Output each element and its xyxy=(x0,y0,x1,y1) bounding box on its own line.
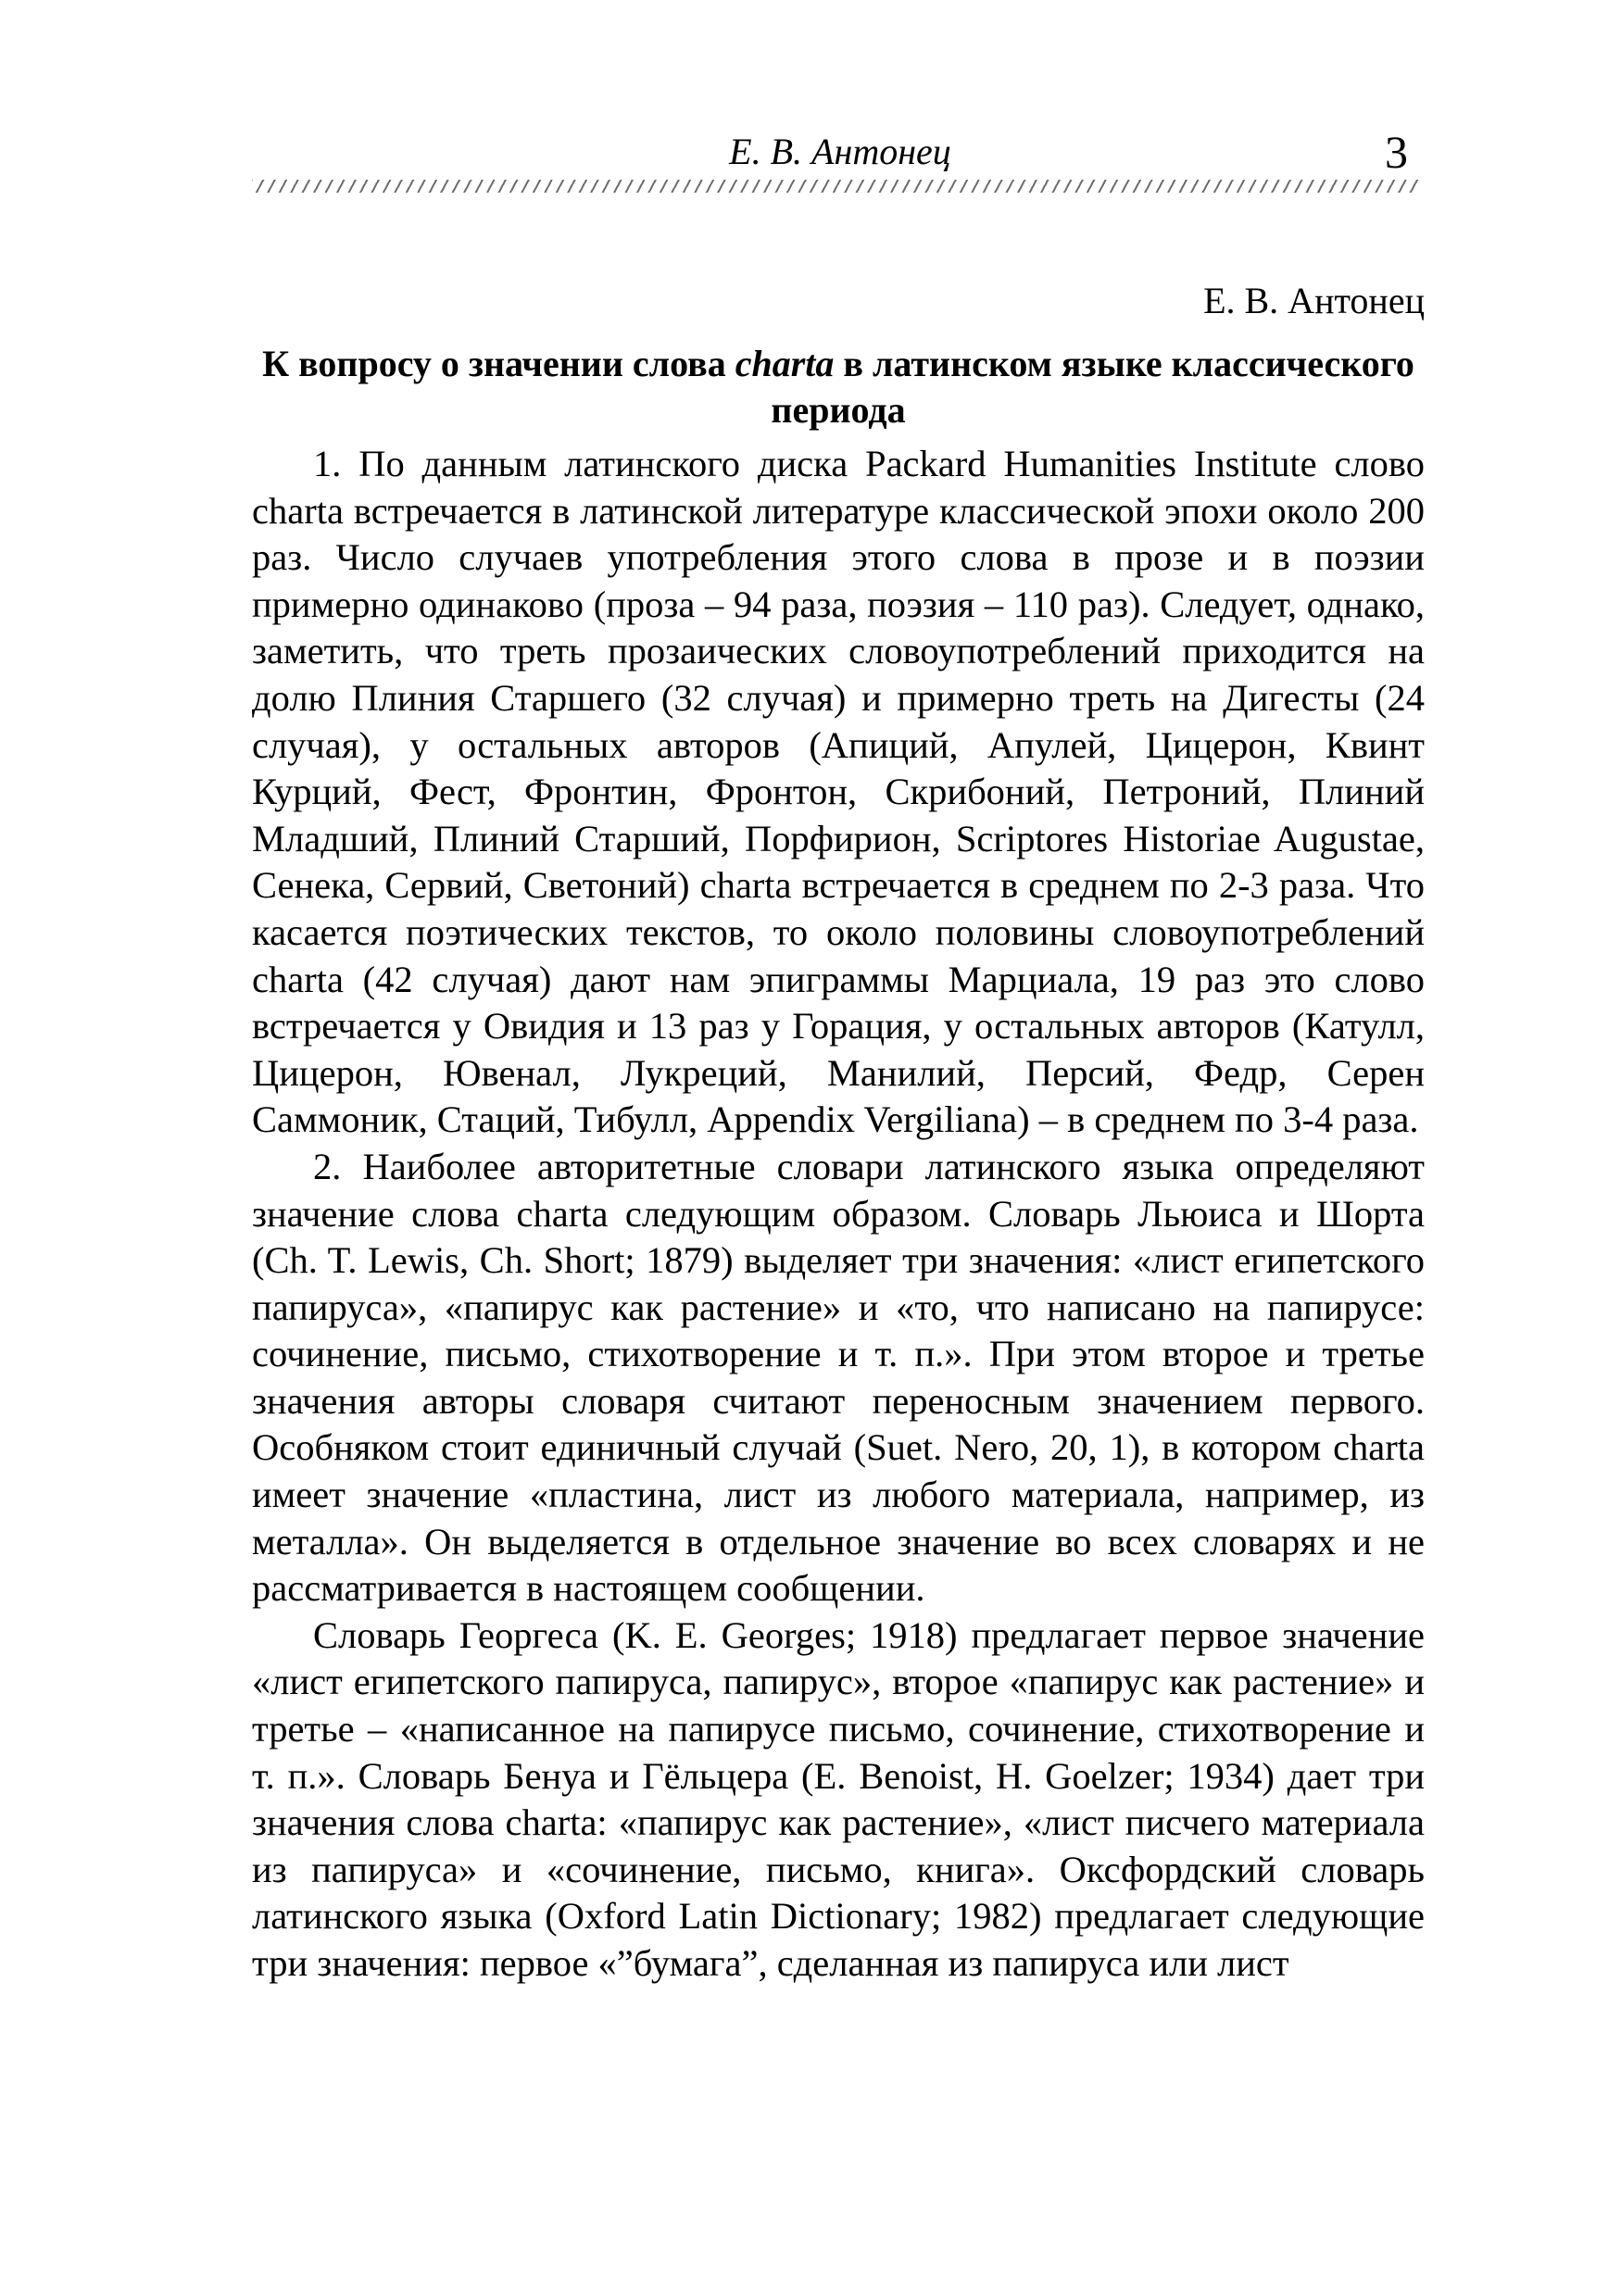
paragraph-3: Словарь Георгеса (K. E. Georges; 1918) предлагает первое значение «лист египетского папируса, папирус», второе «папирус как растение» и третье – «написанное на папирусе письмо, сочинение, стихотворение и т. п.». Словарь Бенуа и Гёльцера (E. Benoist, H. Goelzer; 1934) дает три значения слова charta: «папирус как растение», «лист писчего материала из папируса» и «сочинение, письмо, книга». Оксфордский словарь латинского языка (Oxford Latin Dictionary; 1982) предлагает следующие три значения: первое «”бумага”, сделанная из папируса или лист xyxy=(252,1613,1425,1984)
author-name: Е. В. Антонец xyxy=(1203,280,1425,321)
title-latin-term: charta xyxy=(735,343,835,384)
running-head: Е. В. Антонец xyxy=(729,131,951,172)
paragraph-1: 1. По данным латинского диска Packard Humanities Institute слово charta встречается в латинской литературе классической эпохи около 200 раз. Число случаев употребления этого слова в прозе и в поэзии примерно одинаково (проза – 94 раза, поэзия – 110 раз). Следует, однако, заметить, что треть прозаических словоупотреблений приходится на долю Плиния Старшего (32 случая) и примерно треть на Дигесты (24 случая), у остальных авторов (Апиций, Апулей, Цицерон, Квинт Курций, Фест, Фронтин, Фронтон, Скрибоний, Петроний, Плиний Младший, Плиний Старший, Порфирион, Scriptores Historiae Augustae, Сенека, Сервий, Светоний) charta встречается в среднем по 2-3 раза. Что касается поэтических текстов, то около половины словоупотреблений charta (42 случая) дают нам эпиграммы Марциала, 19 раз это слово встречается у Овидия и 13 раз у Горация, у остальных авторов (Катулл, Цицерон, Ювенал, Лукреций, Манилий, Персий, Федр, Серен Саммоник, Стаций, Тибулл, Appendix Vergiliana) – в среднем по 3-4 раза. xyxy=(252,443,1425,1141)
title-part-after: в латинском языке классического периода xyxy=(771,343,1414,431)
paragraph-2: 2. Наиболее авторитетные словари латинского языка определяют значение слова charta следующим образом. Словарь Льюиса и Шорта (Ch. T. Lewis, Ch. Short; 1879) выделяет три значения: «лист египетского папируса», «папирус как растение» и «то, что написано на папирусе: сочинение, письмо, стихотворение и т. п.». При этом второе и третье значения авторы словаря считают переносным значением первого. Особняком стоит единичный случай (Suet. Nero, 20, 1), в котором charta имеет значение «пластина, лист из любого материала, например, из металла». Он выделяется в отдельное значение во всех словарях и не рассматривается в настоящем сообщении. xyxy=(252,1145,1425,1610)
article-title xyxy=(252,341,1425,433)
page-header xyxy=(252,126,1428,194)
article-body xyxy=(252,278,1425,1988)
page-number: 3 xyxy=(1385,126,1408,178)
header-hatch-rule xyxy=(252,180,1421,193)
title-part-before: К вопросу о значении слова xyxy=(262,343,735,384)
